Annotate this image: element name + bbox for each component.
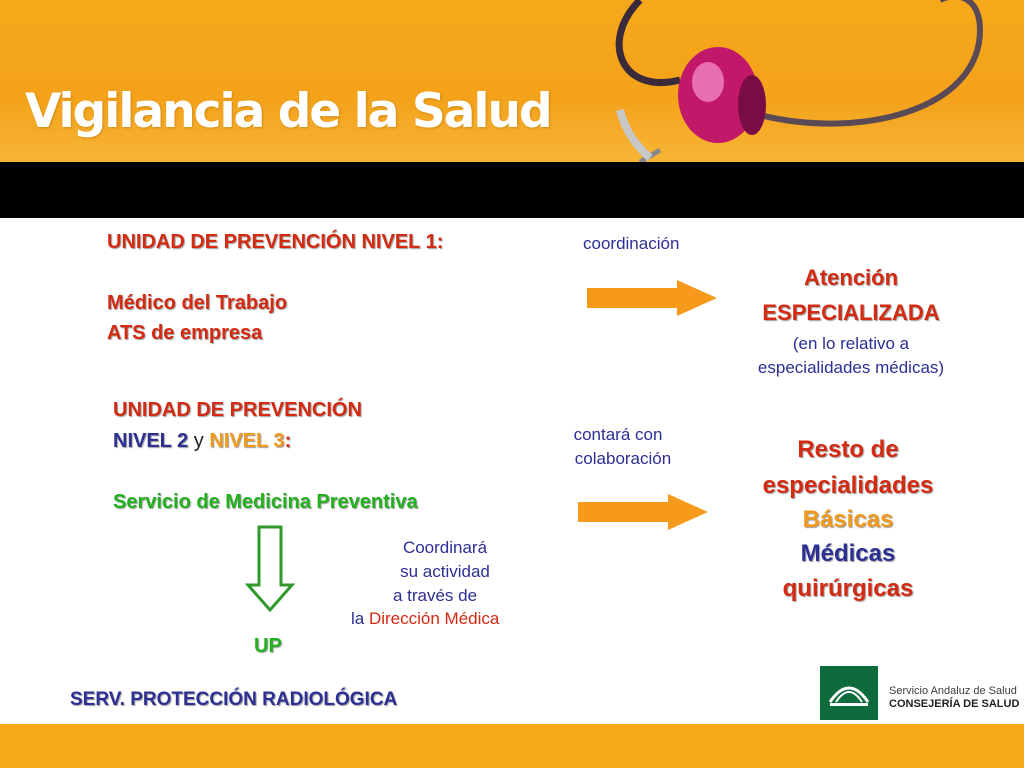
serv-proteccion-radiologica: SERV. PROTECCIÓN RADIOLÓGICA xyxy=(70,689,398,710)
up-label: UP xyxy=(254,635,282,657)
arrow-right-icon xyxy=(576,492,711,532)
and-label: y xyxy=(193,430,204,452)
coordinara-line-4 xyxy=(351,609,499,629)
nivel-3-label: NIVEL 3 xyxy=(209,430,285,452)
target-basicas: Básicas xyxy=(802,506,894,533)
header-banner xyxy=(0,0,1024,162)
emblem-icon xyxy=(820,666,878,720)
servicio-medicina-preventiva: Servicio de Medicina Preventiva xyxy=(113,491,418,513)
logo-text xyxy=(889,685,1019,711)
target-resto-de: Resto de xyxy=(797,436,899,463)
target-note-1: (en lo relativo a xyxy=(792,334,910,353)
connector-contara: contará con xyxy=(573,425,663,444)
connector-coordinacion: coordinación xyxy=(583,234,680,253)
target-especialidades: especialidades xyxy=(762,472,934,499)
logo-line-2: CONSEJERÍA DE SALUD xyxy=(889,698,1020,710)
page-title: Vigilancia de la Salud xyxy=(25,84,551,139)
level23-niveles xyxy=(113,430,291,453)
footer-band xyxy=(0,724,1024,768)
level23-title: UNIDAD DE PREVENCIÓN xyxy=(113,399,362,421)
target-medicas: Médicas xyxy=(800,540,896,567)
junta-andalucia-logo xyxy=(820,666,878,720)
direccion-medica: Dirección Médica xyxy=(368,609,500,628)
level1-line-medico: Médico del Trabajo xyxy=(107,292,288,314)
coordinara-line-3: a través de xyxy=(392,586,478,605)
arrow-down-icon xyxy=(245,525,295,613)
arrow-right-icon xyxy=(585,278,720,318)
logo-line-1: Servicio Andaluz de Salud xyxy=(889,685,1017,697)
connector-colaboracion: colaboración xyxy=(574,449,672,468)
level1-title: UNIDAD DE PREVENCIÓN NIVEL 1: xyxy=(107,231,444,253)
coordinara-prefix: la xyxy=(351,609,365,628)
coordinara-line-2: su actividad xyxy=(400,562,490,581)
coordinara-line-1: Coordinará xyxy=(402,538,488,557)
target-note-2: especialidades médicas) xyxy=(757,358,945,377)
target-quirurgicas: quirúrgicas xyxy=(782,575,914,602)
nivel-2-label: NIVEL 2 xyxy=(113,430,189,452)
target-atencion: Atención xyxy=(803,265,899,290)
colon-label: : xyxy=(284,430,292,452)
target-especializada: ESPECIALIZADA xyxy=(762,300,940,325)
level1-line-ats: ATS de empresa xyxy=(107,322,263,344)
black-band xyxy=(0,162,1024,218)
